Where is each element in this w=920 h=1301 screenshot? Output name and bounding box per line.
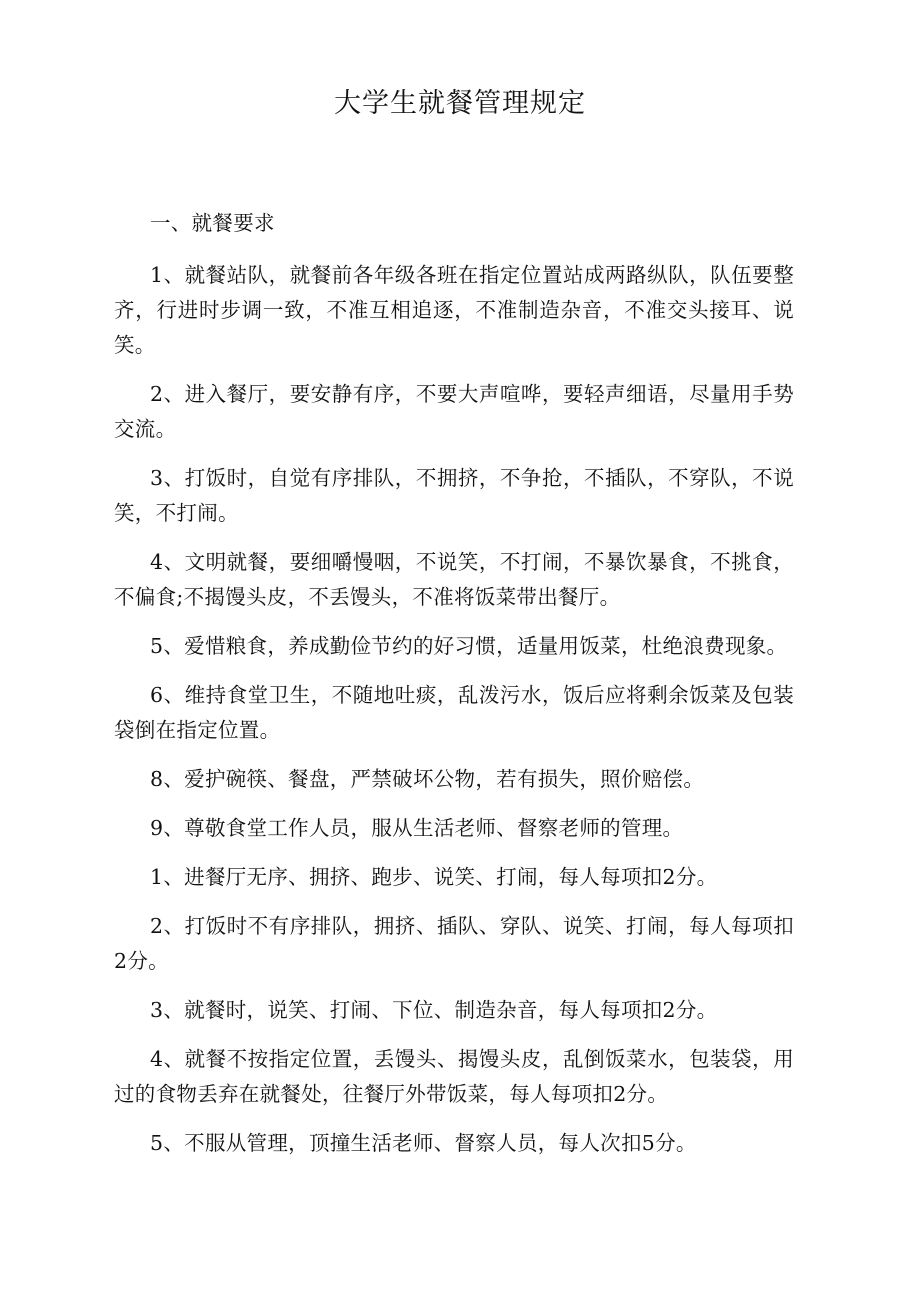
rule-paragraph: 8、爱护碗筷、餐盘，严禁破坏公物，若有损失，照价赔偿。 [150,767,705,791]
document-title: 大学生就餐管理规定 [334,88,586,119]
penalty-paragraph: 5、不服从管理，顶撞生活老师、督察人员，每人次扣5分。 [150,1131,697,1155]
penalty-paragraph: 2、打饭时不有序排队，拥挤、插队、穿队、说笑、打闹，每人每项扣2分。 [114,914,794,973]
document-body [114,206,794,1175]
rule-paragraph: 3、打饭时，自觉有序排队，不拥挤，不争抢，不插队，不穿队，不说笑，不打闹。 [114,466,794,525]
rule-paragraph: 4、文明就餐，要细嚼慢咽，不说笑，不打闹，不暴饮暴食，不挑食，不偏食;不揭馒头皮，不丢馒头，不准将饭菜带出餐厅。 [114,550,794,609]
penalty-paragraph: 4、就餐不按指定位置，丢馒头、揭馒头皮，乱倒饭菜水，包装袋，用过的食物丢弃在就餐处，往餐厅外带饭菜，每人每项扣2分。 [114,1047,794,1106]
rule-paragraph: 2、进入餐厅，要安静有序，不要大声喧哗，要轻声细语，尽量用手势交流。 [114,382,794,441]
rule-paragraph: 1、就餐站队，就餐前各年级各班在指定位置站成两路纵队，队伍要整齐，行进时步调一致，不准互相追逐，不准制造杂音，不准交头接耳、说笑。 [114,263,794,357]
penalty-paragraph: 1、进餐厅无序、拥挤、跑步、说笑、打闹，每人每项扣2分。 [150,865,718,889]
rule-paragraph: 6、维持食堂卫生，不随地吐痰，乱泼污水，饭后应将剩余饭菜及包装袋倒在指定位置。 [114,683,794,742]
rule-paragraph: 5、爱惜粮食，养成勤俭节约的好习惯，适量用饭菜，杜绝浪费现象。 [150,634,788,658]
penalty-paragraph: 3、就餐时，说笑、打闹、下位、制造杂音，每人每项扣2分。 [150,998,718,1022]
rule-paragraph: 9、尊敬食堂工作人员，服从生活老师、督察老师的管理。 [150,816,684,840]
section-heading: 一、就餐要求 [150,211,275,235]
